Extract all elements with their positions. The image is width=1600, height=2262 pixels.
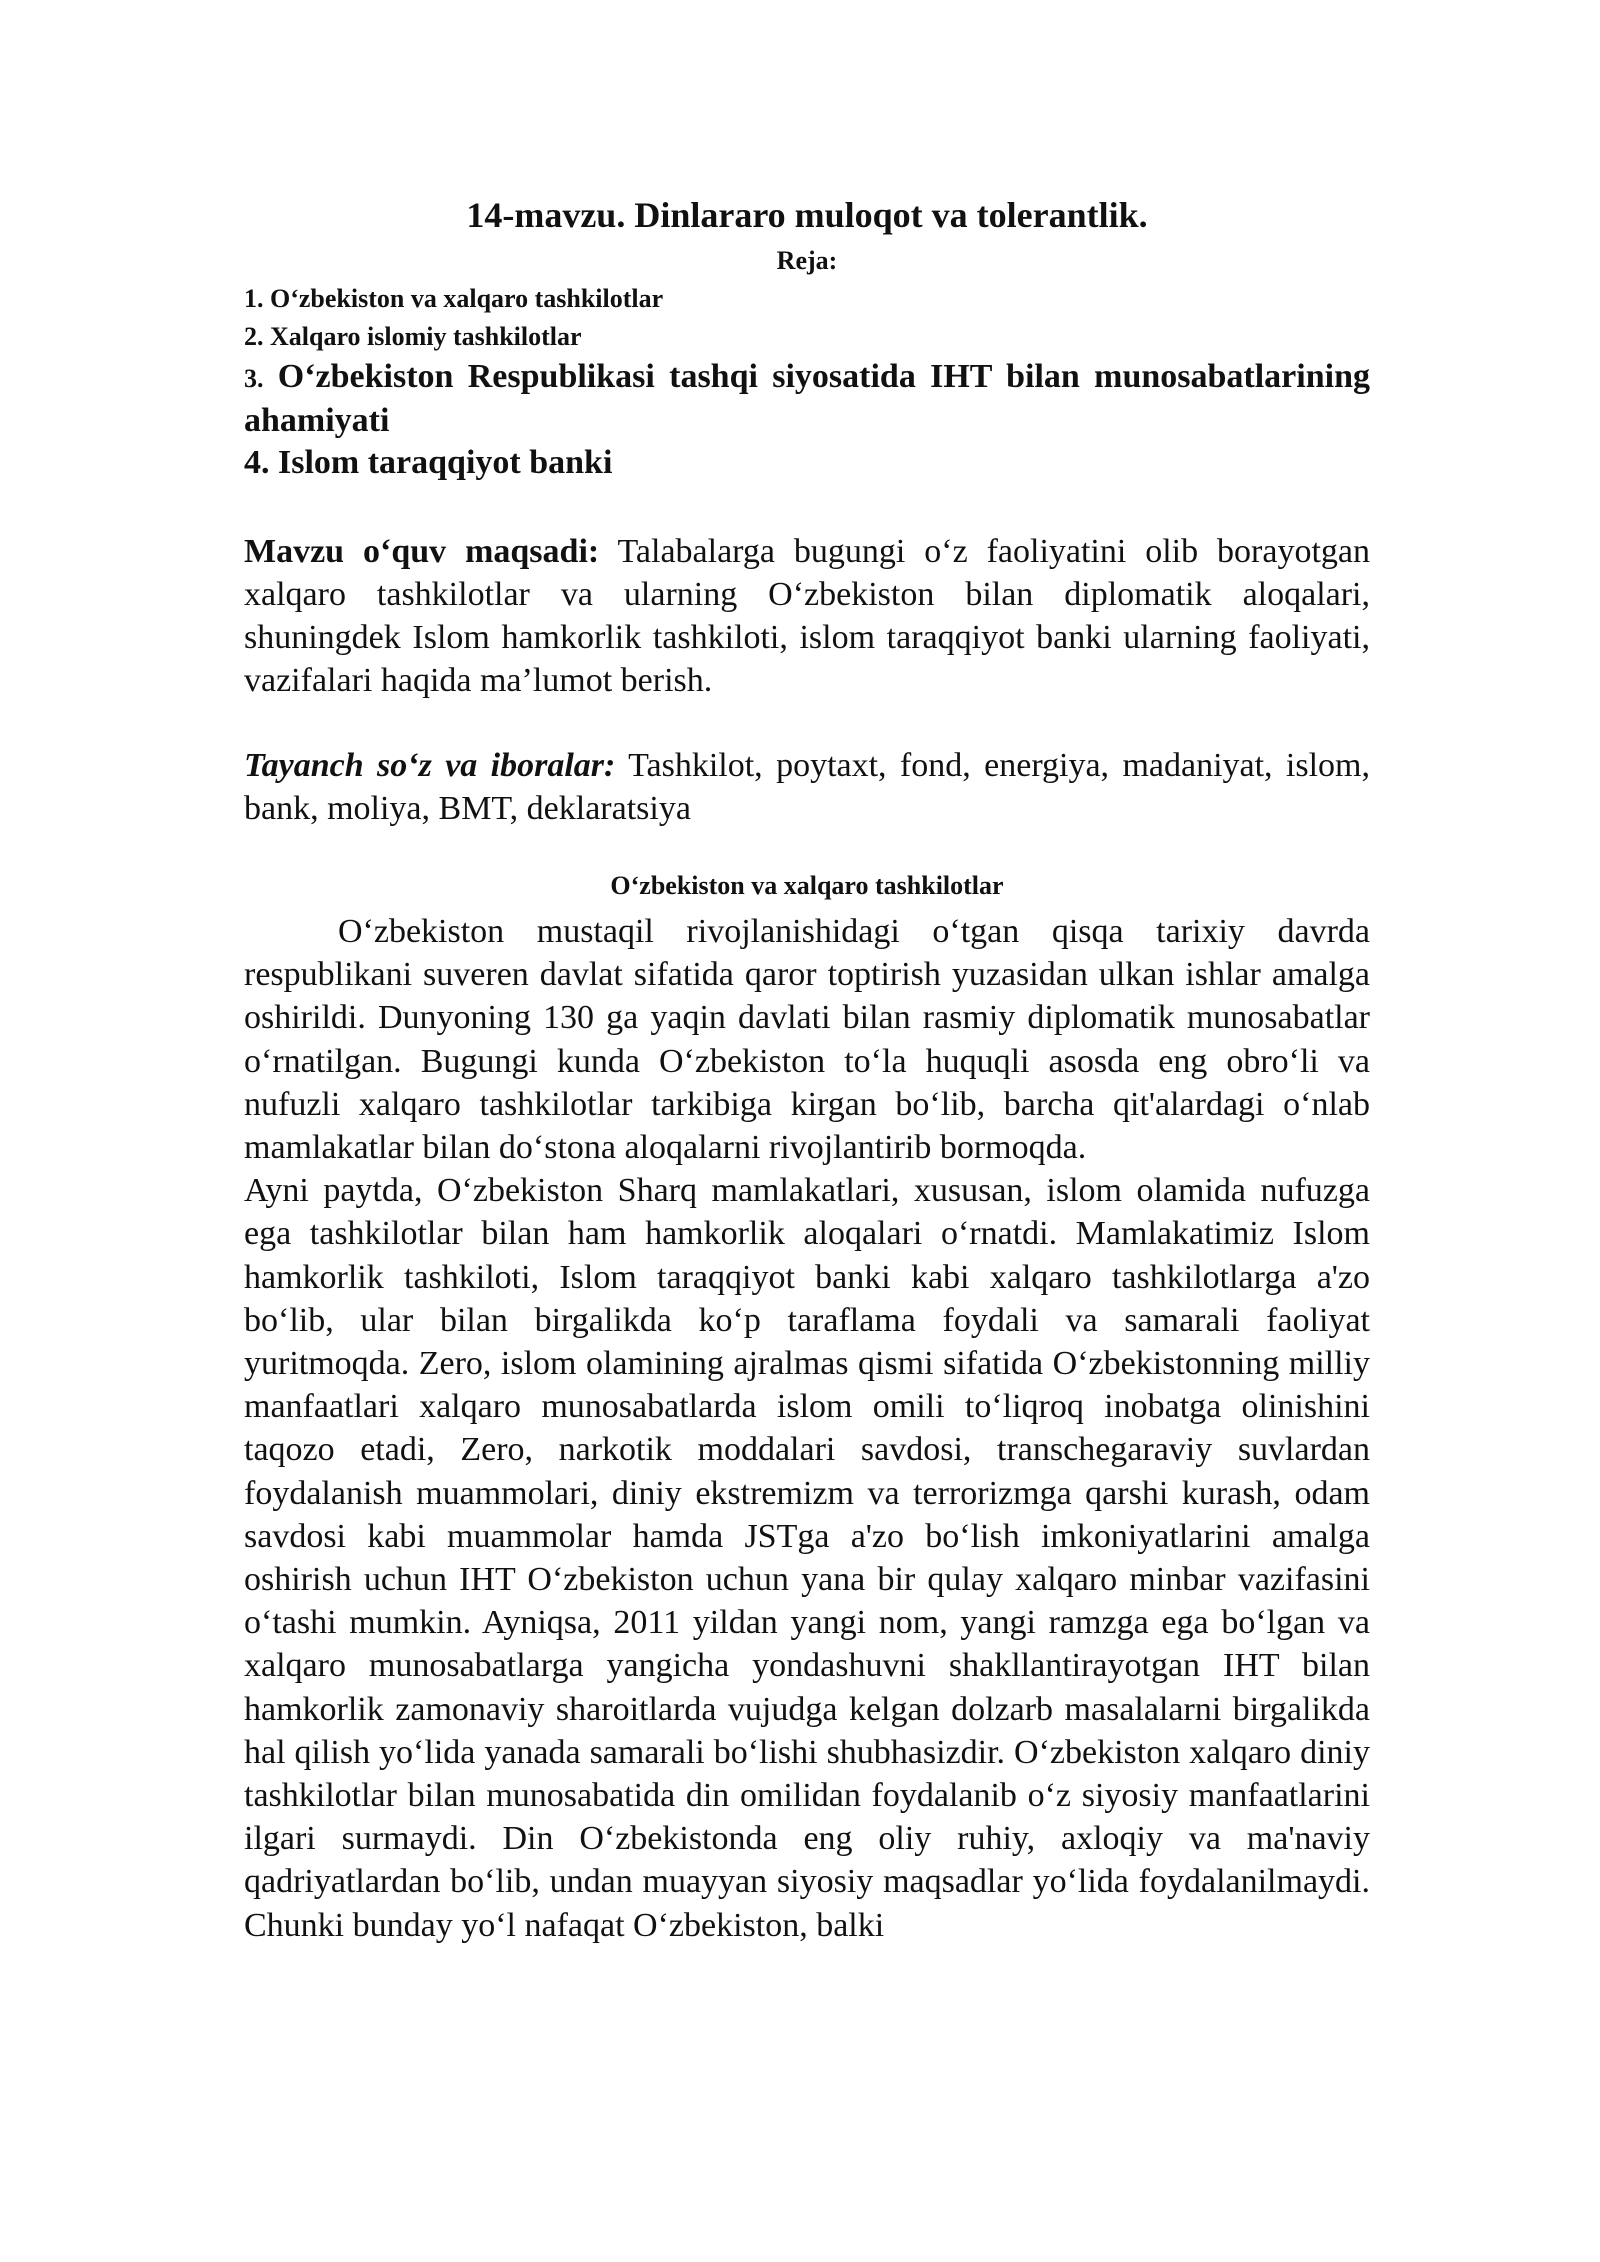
document-title: 14-mavzu. Dinlararo muloqot va tolerantlik.: [466, 195, 1148, 235]
keywords-label: Tayanch so‘z va iboralar:: [244, 747, 616, 784]
goal-text: Talabalarga bugungi o‘z faoliyatini olib borayotgan xalqaro tashkilotlar va ularning O‘zbekiston bilan diplomatik aloqalari, shuningdek Islom hamkorlik tashkiloti, islom taraqqiyot banki ularning faoliyati, vazifalari haqida ma’lumot berish.: [244, 533, 1370, 699]
goal-paragraph: [244, 530, 1370, 702]
body-paragraph: O‘zbekiston mustaqil rivojlanishidagi o‘tgan qisqa tarixiy davrda respublikani suveren davlat sifatida qaror toptirish yuzasidan ulkan ishlar amalga oshirildi. Dunyoning 130 ga yaqin davlati bilan rasmiy diplomatik munosabatlar o‘rnatilgan. Bugungi kunda O‘zbekiston to‘la huquqli asosda eng obro‘li va nufuzli xalqaro tashkilotlar tarkibiga kirgan bo‘lib, barcha qit'alardagi o‘nlab mamlakatlar bilan do‘stona aloqalarni rivojlantirib bormoqda.: [244, 913, 1370, 1167]
keywords-paragraph: [244, 744, 1370, 830]
plan-item: 1. O‘zbekiston va xalqaro tashkilotlar: [244, 284, 664, 313]
goal-label: Mavzu o‘quv maqsadi:: [244, 533, 600, 570]
keywords-text: Tashkilot, poytaxt, fond, energiya, madaniyat, islom, bank, moliya, BMT, deklaratsiya: [244, 747, 1371, 827]
plan-item-number: 3.: [244, 364, 264, 393]
document-page: [244, 188, 1370, 1947]
plan-item: [244, 356, 1370, 442]
plan-list: [244, 280, 1370, 484]
plan-item-text: O‘zbekiston Respublikasi tashqi siyosatida IHT bilan munosabatlarining ahamiyati: [244, 358, 1370, 439]
plan-item: 2. Xalqaro islomiy tashkilotlar: [244, 322, 582, 351]
section-heading: O‘zbekiston va xalqaro tashkilotlar: [610, 871, 1004, 900]
body-paragraph: Ayni paytda, O‘zbekiston Sharq mamlakatlari, xususan, islom olamida nufuzga ega tashkilotlar bilan ham hamkorlik aloqalari o‘rnatdi. Mamlakatimiz Islom hamkorlik tashkiloti, Islom taraqqiyot banki kabi xalqaro tashkilotlarga a'zo bo‘lib, ular bilan birgalikda ko‘p taraflama foydali va samarali faoliyat yuritmoqda. Zero, islom olamining ajralmas qismi sifatida O‘zbekistonning milliy manfaatlari xalqaro munosabatlarda islom omili to‘liqroq inobatga olinishini taqozo etadi, Zero, narkotik moddalari savdosi, transchegaraviy suvlardan foydalanish muammolari, diniy ekstremizm va terrorizmga qarshi kurash, odam savdosi kabi muammolar hamda JSTga a'zo bo‘lish imkoniyatlarini amalga oshirish uchun IHT O‘zbekiston uchun yana bir qulay xalqaro minbar vazifasini o‘tashi mumkin. Ayniqsa, 2011 yildan yangi nom, yangi ramzga ega bo‘lgan va xalqaro munosabatlarga yangicha yondashuvni shakllantirayotgan IHT bilan hamkorlik zamonaviy sharoitlarda vujudga kelgan dolzarb masalalarni birgalikda hal qilish yo‘lida yanada samarali bo‘lishi shubhasizdir. O‘zbekiston xalqaro diniy tashkilotlar bilan munosabatida din omilidan foydalanib o‘z siyosiy manfaatlarini ilgari surmaydi. Din O‘zbekistonda eng oliy ruhiy, axloqiy va ma'naviy qadriyatlardan bo‘lib, undan muayyan siyosiy maqsadlar yo‘lida foydalanilmaydi. Chunki bunday yo‘l nafaqat O‘zbekiston, balki: [244, 1172, 1370, 1944]
plan-item: 4. Islom taraqqiyot banki: [244, 444, 613, 481]
plan-label: Reja:: [776, 246, 838, 275]
